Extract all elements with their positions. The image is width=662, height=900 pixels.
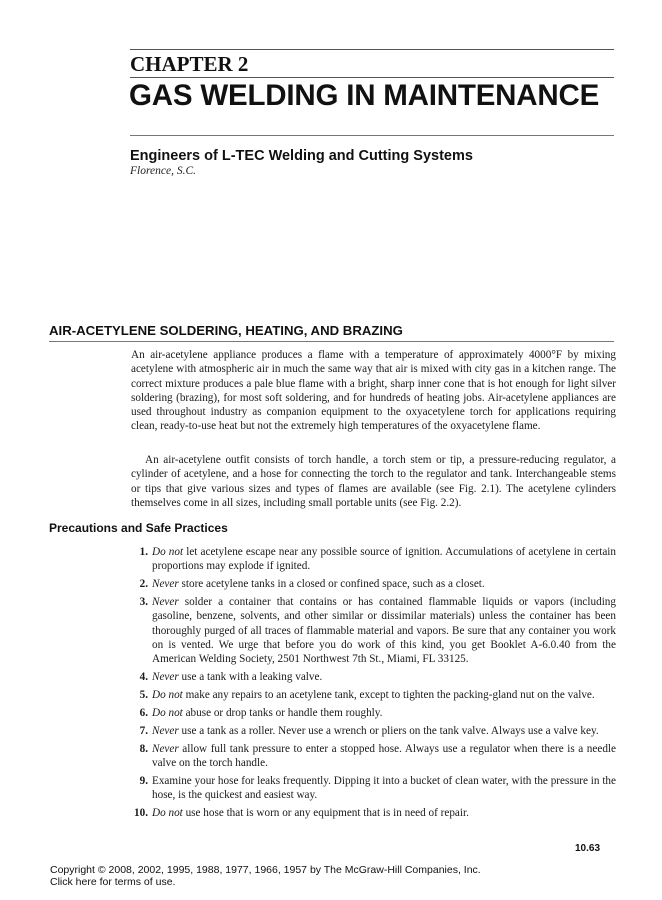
list-text: store acetylene tanks in a closed or confined space, such as a closet. xyxy=(178,578,485,591)
list-number: 1. xyxy=(139,546,148,558)
list-number: 8. xyxy=(139,742,148,755)
list-lead: Never xyxy=(152,596,179,609)
list-text: abuse or drop tanks or handle them roughly. xyxy=(182,706,383,719)
body-paragraph: An air-acetylene appliance produces a flame with a temperature of approximately 4000°F by mixing acetylene with atmospheric air in much the same way that air is mixed with city gas in a kitchen range. The correct mixture produces a pale blue flame with a bright, sharp inner cone that is hot enough for light silver soldering (brazing), for most soft soldering, and for hundreds of heating jobs. Air-acetylene appliances are used throughout industry as companion equipment to the oxyacetylene torch for applications requiring clean, ready-to-use heat but not the extremely high temperatures of the oxyacetylene flame. xyxy=(131,349,616,433)
list-lead: Do not xyxy=(152,807,183,820)
list-text: use hose that is worn or any equipment that is in need of repair. xyxy=(182,807,469,820)
body-paragraph: An air-acetylene outfit consists of torch handle, a torch stem or tip, a pressure-reducing regulator, a cylinder of acetylene, and a hose for connecting the torch to the regulator and tank. Interchangeable stems or tips that give various sizes and types of flames are available (see Fig. 2.1). The acetylene cylinders themselves come in all sizes, including small portable units (see Fig. 2.2). xyxy=(131,454,616,509)
list-lead: Do not xyxy=(152,689,183,702)
subsection-heading: Precautions and Safe Practices xyxy=(49,521,228,535)
list-text: use a tank with a leaking valve. xyxy=(178,671,323,684)
list-text: let acetylene escape near any possible source of ignition. Accumulations of acetylene in certain proportions may explode if ignited. xyxy=(152,546,617,573)
list-item xyxy=(131,595,616,666)
list-item xyxy=(131,724,616,738)
header-top-rule xyxy=(130,49,614,50)
list-lead: Never xyxy=(152,578,179,591)
list-lead: Do not xyxy=(152,706,183,719)
list-number: 5. xyxy=(139,689,148,702)
list-number: 6. xyxy=(139,706,148,719)
section-heading-rule xyxy=(49,341,614,342)
list-text: use a tank as a roller. Never use a wrench or pliers on the tank valve. Always use a valve key. xyxy=(178,724,599,737)
copyright-notice: Copyright © 2008, 2002, 1995, 1988, 1977, 1966, 1957 by The McGraw-Hill Companies, Inc. xyxy=(50,864,481,876)
header-middle-rule xyxy=(130,77,614,78)
author-affiliation: Florence, S.C. xyxy=(130,165,197,177)
list-lead: Never xyxy=(152,671,179,684)
safety-list xyxy=(131,545,616,824)
list-item xyxy=(131,806,616,820)
list-item xyxy=(131,774,616,803)
list-item xyxy=(131,706,616,720)
list-number: 3. xyxy=(139,596,148,609)
terms-of-use-link[interactable]: Click here for terms of use. xyxy=(50,876,176,888)
page-number: 10.63 xyxy=(575,843,601,854)
list-lead: Do not xyxy=(152,546,184,558)
list-item xyxy=(131,670,616,684)
list-item xyxy=(131,545,616,574)
list-text: allow full tank pressure to enter a stopped hose. Always use a regulator when there is a needle valve on the torch handle. xyxy=(152,742,616,770)
list-lead: Never xyxy=(152,742,179,755)
list-number: 2. xyxy=(139,578,148,591)
list-number: 7. xyxy=(139,724,148,737)
chapter-title: GAS WELDING IN MAINTENANCE xyxy=(129,79,600,112)
list-item xyxy=(131,577,616,591)
list-number: 10. xyxy=(134,807,148,820)
list-text: make any repairs to an acetylene tank, except to tighten the packing-gland nut on the valve. xyxy=(182,689,595,702)
author-name: Engineers of L-TEC Welding and Cutting Systems xyxy=(130,148,473,164)
list-item xyxy=(131,688,616,702)
list-text: solder a container that contains or has contained flammable liquids or vapors (including gasoline, benzene, solvents, and other similar or dissimilar materials) unless the container has been thoroughly purged of all traces of flammable material and vapors. Be sure that any container you work on is vented. We urge that before you do work of this kind, you get Booklet A-6.0.40 from the American Welding Society, 2501 Northwest 7th St., Miami, FL 33125. xyxy=(152,596,616,666)
header-bottom-rule xyxy=(130,135,614,136)
chapter-label: CHAPTER 2 xyxy=(130,52,249,76)
list-number: 9. xyxy=(139,774,148,787)
list-number: 4. xyxy=(139,671,148,684)
list-lead: Never xyxy=(152,724,179,737)
section-heading: AIR-ACETYLENE SOLDERING, HEATING, AND BRAZING xyxy=(49,323,403,338)
list-text: Examine your hose for leaks frequently. Dipping it into a bucket of clean water, with the pressure in the hose, is the quickest and easiest way. xyxy=(152,774,616,802)
list-item xyxy=(131,742,616,771)
